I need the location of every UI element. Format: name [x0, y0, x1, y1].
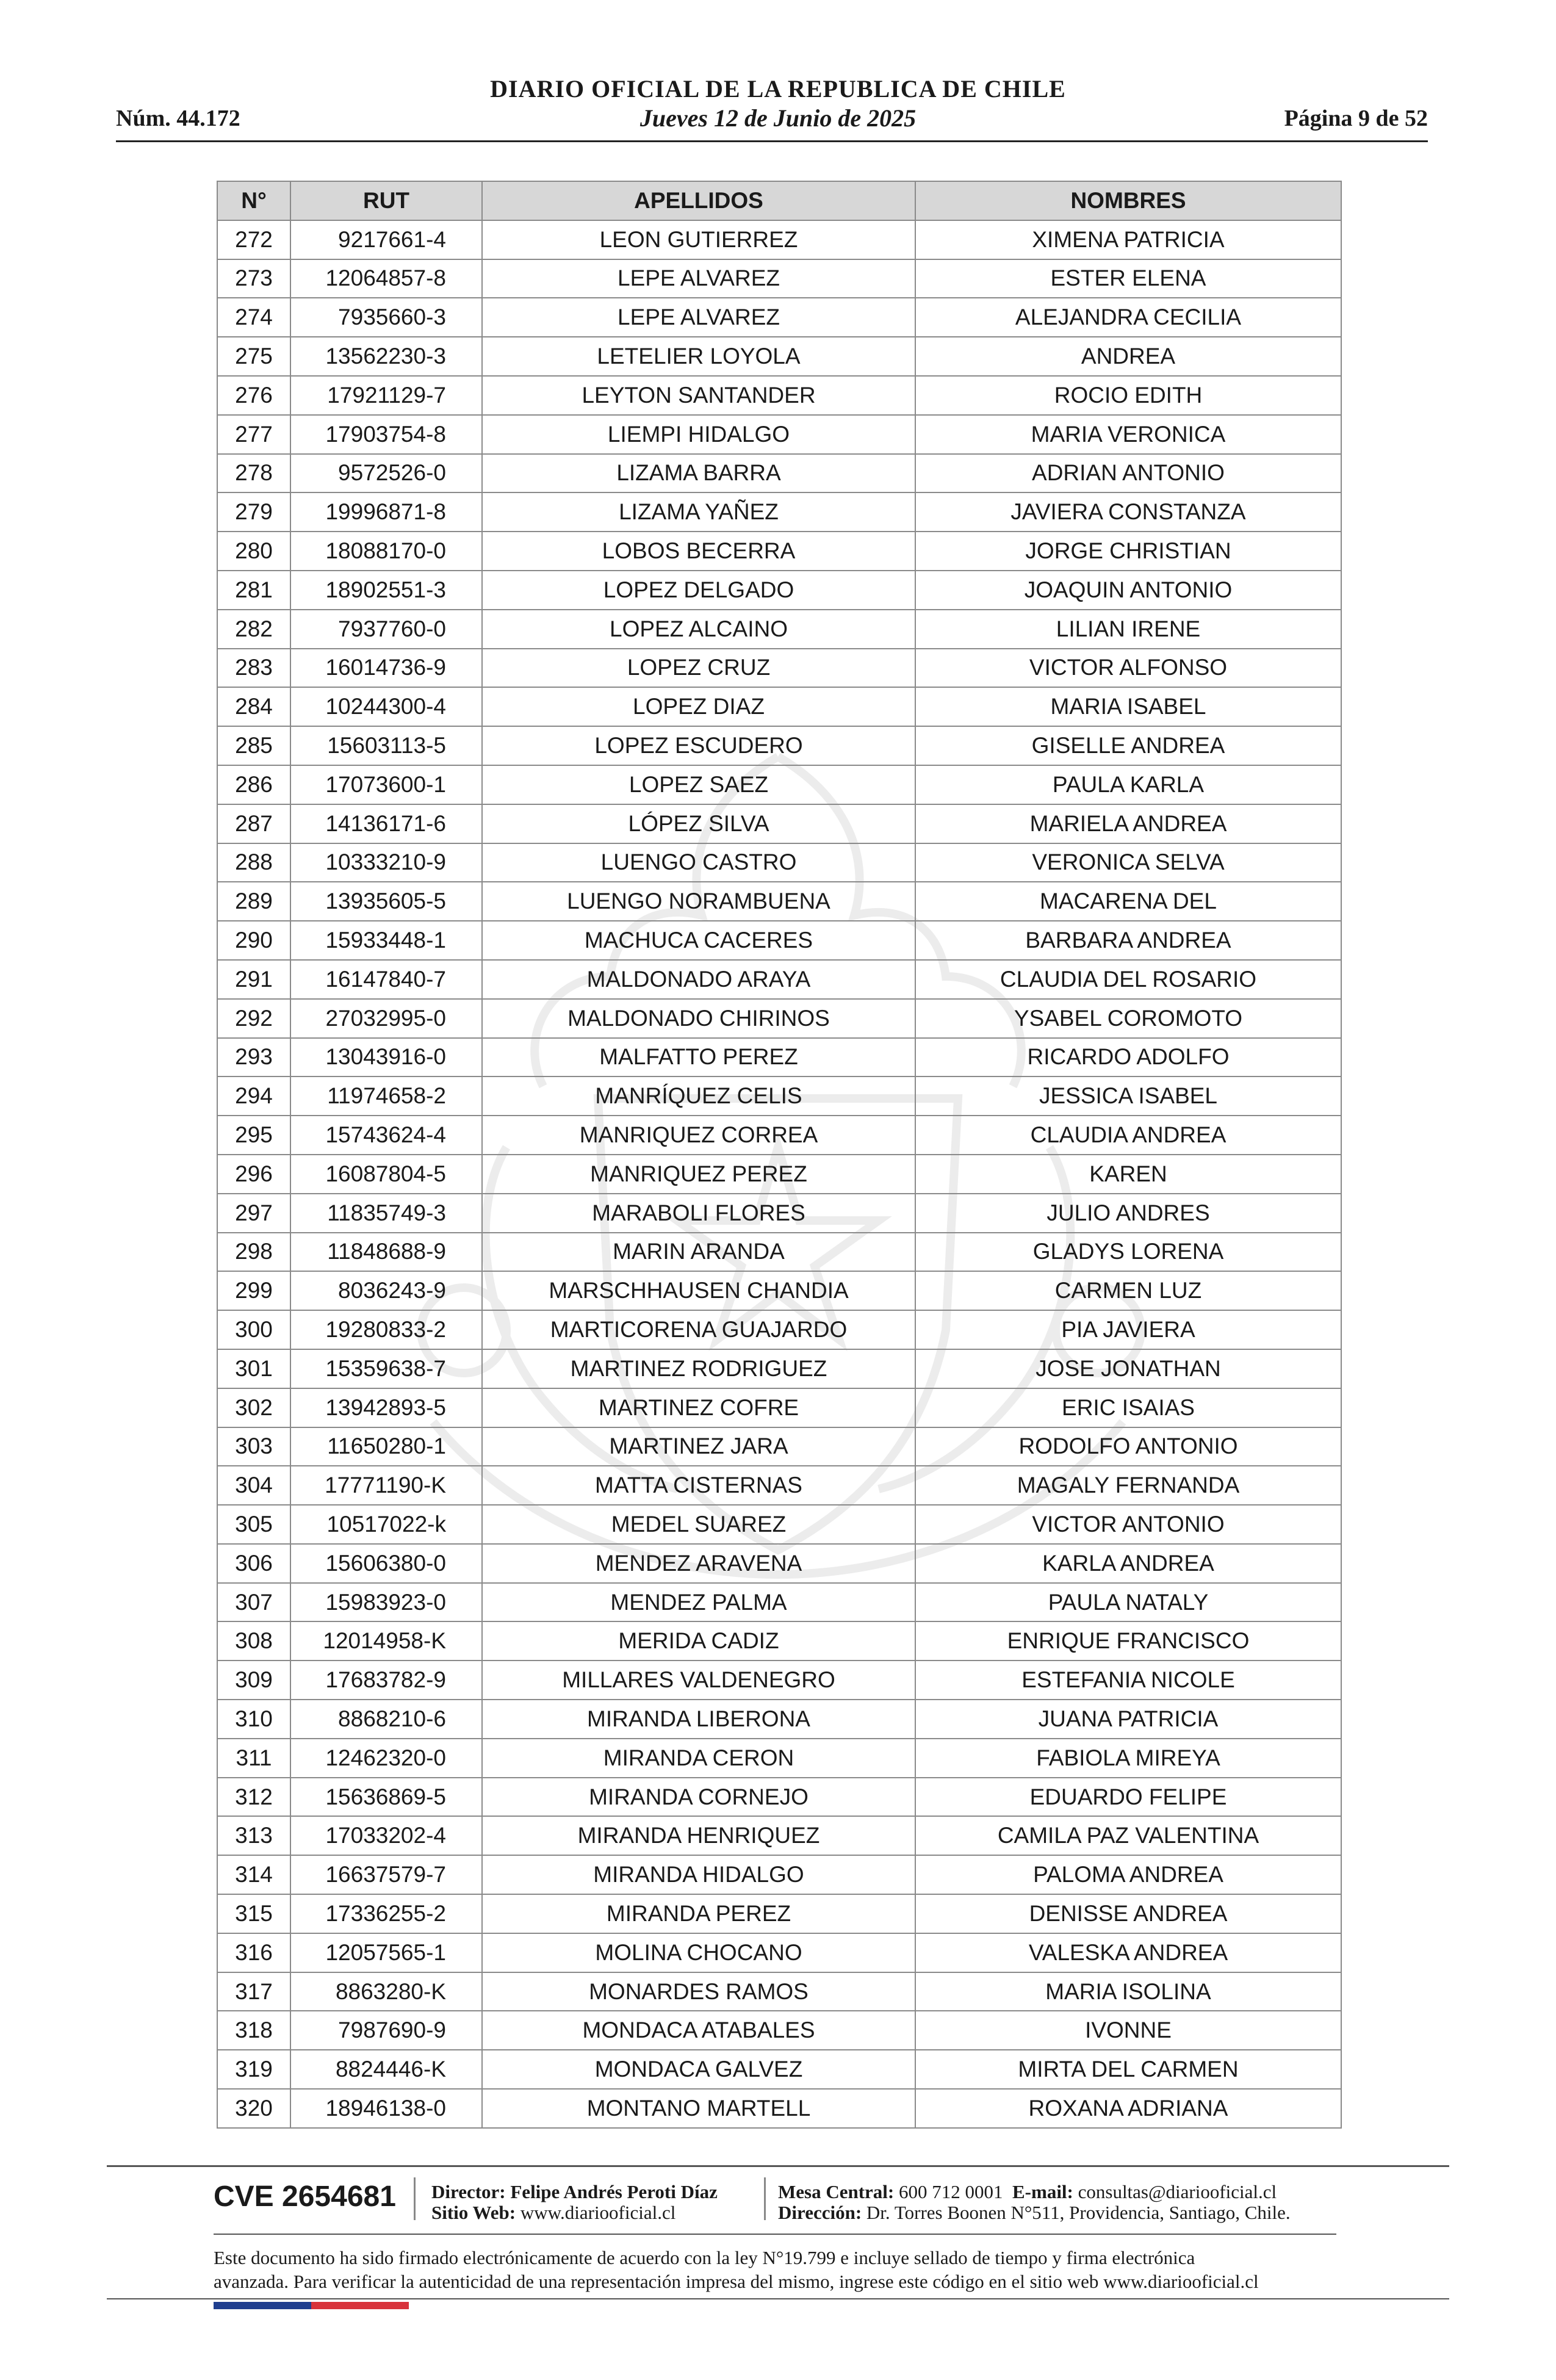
director-line — [431, 2181, 718, 2203]
table-row — [217, 2011, 1341, 2050]
cell-apellidos: MEDEL SUAREZ — [482, 1505, 915, 1544]
cell-rut: 11848688-9 — [290, 1233, 482, 1272]
cell-apellidos: MOLINA CHOCANO — [482, 1933, 915, 1972]
cell-number: 296 — [217, 1155, 290, 1194]
cell-apellidos: MARTINEZ COFRE — [482, 1388, 915, 1427]
table-body — [217, 220, 1341, 2128]
cell-apellidos: MARTINEZ JARA — [482, 1427, 915, 1466]
cell-number: 279 — [217, 492, 290, 532]
table-row — [217, 921, 1341, 960]
cell-apellidos: MARTINEZ RODRIGUEZ — [482, 1349, 915, 1388]
table-row — [217, 804, 1341, 843]
cell-nombres: ERIC ISAIAS — [915, 1388, 1341, 1427]
cell-apellidos: MARABOLI FLORES — [482, 1194, 915, 1233]
issue-number: Núm. 44.172 — [116, 106, 240, 131]
cell-apellidos: MIRANDA PEREZ — [482, 1894, 915, 1933]
cell-rut: 13942893-5 — [290, 1388, 482, 1427]
cell-number: 299 — [217, 1271, 290, 1310]
cell-nombres: MARIELA ANDREA — [915, 804, 1341, 843]
cell-rut: 16147840-7 — [290, 960, 482, 999]
cell-rut: 9217661-4 — [290, 220, 482, 259]
cell-apellidos: LOPEZ ESCUDERO — [482, 726, 915, 765]
cell-rut: 8868210-6 — [290, 1700, 482, 1739]
page-header — [0, 0, 1556, 146]
cell-number: 320 — [217, 2089, 290, 2128]
cell-nombres: RICARDO ADOLFO — [915, 1038, 1341, 1077]
cell-number: 313 — [217, 1816, 290, 1855]
cell-rut: 16637579-7 — [290, 1855, 482, 1894]
table-row — [217, 610, 1341, 649]
cell-apellidos: LEYTON SANTANDER — [482, 376, 915, 415]
cell-apellidos: MENDEZ ARAVENA — [482, 1544, 915, 1583]
cell-number: 319 — [217, 2050, 290, 2089]
registry-table — [217, 181, 1342, 2129]
table-row — [217, 337, 1341, 376]
cell-number: 288 — [217, 843, 290, 882]
cell-nombres: IVONNE — [915, 2011, 1341, 2050]
table-row — [217, 492, 1341, 532]
table-row — [217, 1466, 1341, 1505]
table-row — [217, 1427, 1341, 1466]
cell-apellidos: MARIN ARANDA — [482, 1233, 915, 1272]
cell-number: 293 — [217, 1038, 290, 1077]
website-line — [431, 2202, 675, 2224]
table-row — [217, 298, 1341, 337]
cell-number: 286 — [217, 765, 290, 804]
cell-rut: 17683782-9 — [290, 1661, 482, 1700]
cell-nombres: LILIAN IRENE — [915, 610, 1341, 649]
table-row — [217, 1505, 1341, 1544]
cell-rut: 7987690-9 — [290, 2011, 482, 2050]
cell-number: 280 — [217, 532, 290, 571]
cell-nombres: JAVIERA CONSTANZA — [915, 492, 1341, 532]
cell-apellidos: MANRIQUEZ CORREA — [482, 1116, 915, 1155]
cell-rut: 8036243-9 — [290, 1271, 482, 1310]
cell-rut: 17903754-8 — [290, 415, 482, 454]
table-row — [217, 1388, 1341, 1427]
cell-number: 276 — [217, 376, 290, 415]
cell-rut: 12462320-0 — [290, 1739, 482, 1778]
cell-number: 289 — [217, 882, 290, 921]
table-row — [217, 454, 1341, 493]
table-row — [217, 726, 1341, 765]
cell-nombres: XIMENA PATRICIA — [915, 220, 1341, 259]
cell-apellidos: MIRANDA CORNEJO — [482, 1778, 915, 1817]
cell-number: 314 — [217, 1855, 290, 1894]
cell-number: 274 — [217, 298, 290, 337]
table-row — [217, 1700, 1341, 1739]
cell-nombres: PALOMA ANDREA — [915, 1855, 1341, 1894]
cell-nombres: ESTER ELENA — [915, 259, 1341, 298]
table-row — [217, 1544, 1341, 1583]
table-row — [217, 571, 1341, 610]
cell-nombres: ENRIQUE FRANCISCO — [915, 1621, 1341, 1661]
cell-rut: 11650280-1 — [290, 1427, 482, 1466]
cell-rut: 16087804-5 — [290, 1155, 482, 1194]
legal-notice-line: Este documento ha sido firmado electrónicamente de acuerdo con la ley N°19.799 e incluye sellado de tiempo y firma electrónica — [214, 2247, 1195, 2268]
table-header-row — [217, 181, 1341, 220]
cell-nombres: KARLA ANDREA — [915, 1544, 1341, 1583]
table-row — [217, 220, 1341, 259]
address-label: Dirección: — [778, 2202, 862, 2223]
cell-apellidos: LIZAMA YAÑEZ — [482, 492, 915, 532]
cell-number: 294 — [217, 1076, 290, 1116]
cell-apellidos: MONDACA ATABALES — [482, 2011, 915, 2050]
table-row — [217, 1155, 1341, 1194]
cve-code: CVE 2654681 — [214, 2180, 396, 2213]
contact-line — [778, 2181, 1277, 2203]
cell-rut: 17073600-1 — [290, 765, 482, 804]
cell-nombres: EDUARDO FELIPE — [915, 1778, 1341, 1817]
cell-number: 278 — [217, 454, 290, 493]
cell-nombres: CARMEN LUZ — [915, 1271, 1341, 1310]
cell-number: 275 — [217, 337, 290, 376]
cell-apellidos: LEON GUTIERREZ — [482, 220, 915, 259]
cell-nombres: JOSE JONATHAN — [915, 1349, 1341, 1388]
cell-number: 291 — [217, 960, 290, 999]
cell-rut: 16014736-9 — [290, 649, 482, 688]
cell-apellidos: MATTA CISTERNAS — [482, 1466, 915, 1505]
cell-number: 292 — [217, 999, 290, 1038]
table-row — [217, 1816, 1341, 1855]
director-label: Director: — [431, 2181, 506, 2202]
cell-apellidos: MIRANDA HENRIQUEZ — [482, 1816, 915, 1855]
cell-apellidos: LUENGO NORAMBUENA — [482, 882, 915, 921]
table-row — [217, 649, 1341, 688]
cell-rut: 15933448-1 — [290, 921, 482, 960]
cell-apellidos: MENDEZ PALMA — [482, 1583, 915, 1622]
cell-number: 282 — [217, 610, 290, 649]
cell-nombres: BARBARA ANDREA — [915, 921, 1341, 960]
cell-rut: 17921129-7 — [290, 376, 482, 415]
footer-divider — [107, 2165, 1449, 2167]
cell-apellidos: LOPEZ ALCAINO — [482, 610, 915, 649]
table-row — [217, 1194, 1341, 1233]
table-row — [217, 1233, 1341, 1272]
director-name: Felipe Andrés Peroti Díaz — [510, 2181, 718, 2202]
cell-apellidos: MACHUCA CACERES — [482, 921, 915, 960]
cell-number: 285 — [217, 726, 290, 765]
cell-apellidos: MONARDES RAMOS — [482, 1972, 915, 2011]
publication-date: Jueves 12 de Junio de 2025 — [639, 104, 917, 132]
table-row — [217, 1933, 1341, 1972]
mesa-label: Mesa Central: — [778, 2181, 895, 2202]
cell-rut: 10244300-4 — [290, 687, 482, 726]
footer-divider — [107, 2298, 1449, 2299]
column-header-rut: RUT — [290, 181, 482, 220]
cell-rut: 13562230-3 — [290, 337, 482, 376]
cell-number: 310 — [217, 1700, 290, 1739]
cell-number: 315 — [217, 1894, 290, 1933]
column-header-number: N° — [217, 181, 290, 220]
cell-number: 318 — [217, 2011, 290, 2050]
website-link[interactable]: www.diariooficial.cl — [520, 2202, 676, 2223]
cell-nombres: MAGALY FERNANDA — [915, 1466, 1341, 1505]
table-row — [217, 1621, 1341, 1661]
cell-number: 281 — [217, 571, 290, 610]
cell-apellidos: LIEMPI HIDALGO — [482, 415, 915, 454]
cell-nombres: CLAUDIA ANDREA — [915, 1116, 1341, 1155]
cell-nombres: PAULA KARLA — [915, 765, 1341, 804]
cell-apellidos: MALDONADO ARAYA — [482, 960, 915, 999]
cell-number: 306 — [217, 1544, 290, 1583]
cell-number: 316 — [217, 1933, 290, 1972]
cell-nombres: CLAUDIA DEL ROSARIO — [915, 960, 1341, 999]
cell-rut: 14136171-6 — [290, 804, 482, 843]
cell-rut: 15603113-5 — [290, 726, 482, 765]
cell-apellidos: LOBOS BECERRA — [482, 532, 915, 571]
cell-apellidos: MIRANDA LIBERONA — [482, 1700, 915, 1739]
cell-rut: 8863280-K — [290, 1972, 482, 2011]
table-row — [217, 259, 1341, 298]
cell-nombres: ANDREA — [915, 337, 1341, 376]
cell-number: 317 — [217, 1972, 290, 2011]
table-row — [217, 687, 1341, 726]
cell-rut: 15606380-0 — [290, 1544, 482, 1583]
cell-number: 302 — [217, 1388, 290, 1427]
cell-number: 305 — [217, 1505, 290, 1544]
cell-rut: 7935660-3 — [290, 298, 482, 337]
cell-nombres: PAULA NATALY — [915, 1583, 1341, 1622]
cell-apellidos: MALDONADO CHIRINOS — [482, 999, 915, 1038]
cell-apellidos: LOPEZ DIAZ — [482, 687, 915, 726]
table-row — [217, 2089, 1341, 2128]
cell-nombres: MARIA ISOLINA — [915, 1972, 1341, 2011]
column-header-nombres: NOMBRES — [915, 181, 1341, 220]
footer-separator — [764, 2177, 766, 2220]
cell-number: 272 — [217, 220, 290, 259]
cell-number: 290 — [217, 921, 290, 960]
cell-apellidos: LEPE ALVAREZ — [482, 298, 915, 337]
cell-nombres: ESTEFANIA NICOLE — [915, 1661, 1341, 1700]
cell-number: 303 — [217, 1427, 290, 1466]
cell-apellidos: LEPE ALVAREZ — [482, 259, 915, 298]
cell-apellidos: LOPEZ CRUZ — [482, 649, 915, 688]
cell-rut: 12057565-1 — [290, 1933, 482, 1972]
cell-apellidos: LIZAMA BARRA — [482, 454, 915, 493]
cell-nombres: JOAQUIN ANTONIO — [915, 571, 1341, 610]
table-row — [217, 999, 1341, 1038]
cell-rut: 19996871-8 — [290, 492, 482, 532]
footer-divider — [214, 2234, 1336, 2235]
table-row — [217, 1894, 1341, 1933]
table-row — [217, 415, 1341, 454]
cell-apellidos: MIRANDA HIDALGO — [482, 1855, 915, 1894]
cell-nombres: JORGE CHRISTIAN — [915, 532, 1341, 571]
table-row — [217, 1972, 1341, 2011]
cell-nombres: PIA JAVIERA — [915, 1310, 1341, 1349]
cell-nombres: DENISSE ANDREA — [915, 1894, 1341, 1933]
cell-nombres: ROCIO EDITH — [915, 376, 1341, 415]
table-row — [217, 765, 1341, 804]
cell-nombres: VERONICA SELVA — [915, 843, 1341, 882]
cell-nombres: JUANA PATRICIA — [915, 1700, 1341, 1739]
table-row — [217, 532, 1341, 571]
cell-number: 297 — [217, 1194, 290, 1233]
cell-apellidos: MILLARES VALDENEGRO — [482, 1661, 915, 1700]
cell-rut: 12014958-K — [290, 1621, 482, 1661]
cell-rut: 12064857-8 — [290, 259, 482, 298]
footer-separator — [414, 2177, 416, 2220]
cell-number: 304 — [217, 1466, 290, 1505]
cell-nombres: KAREN — [915, 1155, 1341, 1194]
cell-apellidos: MALFATTO PEREZ — [482, 1038, 915, 1077]
cell-apellidos: LOPEZ DELGADO — [482, 571, 915, 610]
cell-rut: 15359638-7 — [290, 1349, 482, 1388]
cell-number: 273 — [217, 259, 290, 298]
cell-number: 311 — [217, 1739, 290, 1778]
cell-rut: 15983923-0 — [290, 1583, 482, 1622]
cell-nombres: GLADYS LORENA — [915, 1233, 1341, 1272]
cell-nombres: GISELLE ANDREA — [915, 726, 1341, 765]
publication-title: DIARIO OFICIAL DE LA REPUBLICA DE CHILE — [490, 75, 1066, 103]
table-row — [217, 1349, 1341, 1388]
mesa-phone: 600 712 0001 — [899, 2181, 1003, 2202]
cell-apellidos: MANRIQUEZ PEREZ — [482, 1155, 915, 1194]
email-link[interactable]: consultas@diariooficial.cl — [1078, 2181, 1277, 2202]
cell-apellidos: LETELIER LOYOLA — [482, 337, 915, 376]
cell-apellidos: MARSCHHAUSEN CHANDIA — [482, 1271, 915, 1310]
table-row — [217, 1076, 1341, 1116]
cell-nombres: MIRTA DEL CARMEN — [915, 2050, 1341, 2089]
cell-rut: 10333210-9 — [290, 843, 482, 882]
cell-nombres: ALEJANDRA CECILIA — [915, 298, 1341, 337]
cell-nombres: YSABEL COROMOTO — [915, 999, 1341, 1038]
cell-number: 283 — [217, 649, 290, 688]
cell-apellidos: MONDACA GALVEZ — [482, 2050, 915, 2089]
table-row — [217, 960, 1341, 999]
column-header-apellidos: APELLIDOS — [482, 181, 915, 220]
cell-apellidos: LÓPEZ SILVA — [482, 804, 915, 843]
cell-number: 308 — [217, 1621, 290, 1661]
cell-rut: 11974658-2 — [290, 1076, 482, 1116]
table-row — [217, 376, 1341, 415]
table-row — [217, 1739, 1341, 1778]
cell-number: 298 — [217, 1233, 290, 1272]
cell-nombres: CAMILA PAZ VALENTINA — [915, 1816, 1341, 1855]
flag-stripe-blue — [214, 2302, 311, 2309]
cell-nombres: MARIA ISABEL — [915, 687, 1341, 726]
table-row — [217, 882, 1341, 921]
cell-number: 295 — [217, 1116, 290, 1155]
cell-apellidos: LUENGO CASTRO — [482, 843, 915, 882]
cell-number: 307 — [217, 1583, 290, 1622]
cell-rut: 15636869-5 — [290, 1778, 482, 1817]
cell-rut: 27032995-0 — [290, 999, 482, 1038]
cell-rut: 11835749-3 — [290, 1194, 482, 1233]
cell-nombres: JULIO ANDRES — [915, 1194, 1341, 1233]
cell-number: 312 — [217, 1778, 290, 1817]
cell-nombres: MACARENA DEL — [915, 882, 1341, 921]
cell-apellidos: MERIDA CADIZ — [482, 1621, 915, 1661]
cell-apellidos: MANRÍQUEZ CELIS — [482, 1076, 915, 1116]
cell-number: 301 — [217, 1349, 290, 1388]
cell-nombres: MARIA VERONICA — [915, 415, 1341, 454]
cell-nombres: VICTOR ANTONIO — [915, 1505, 1341, 1544]
cell-apellidos: MIRANDA CERON — [482, 1739, 915, 1778]
cell-rut: 18902551-3 — [290, 571, 482, 610]
cell-number: 309 — [217, 1661, 290, 1700]
cell-rut: 17771190-K — [290, 1466, 482, 1505]
table-row — [217, 843, 1341, 882]
cell-nombres: ROXANA ADRIANA — [915, 2089, 1341, 2128]
cell-rut: 17033202-4 — [290, 1816, 482, 1855]
cell-nombres: JESSICA ISABEL — [915, 1076, 1341, 1116]
table-row — [217, 1271, 1341, 1310]
table-row — [217, 1661, 1341, 1700]
address-line — [778, 2202, 1291, 2224]
cell-rut: 13935605-5 — [290, 882, 482, 921]
cell-number: 287 — [217, 804, 290, 843]
legal-notice-line: avanzada. Para verificar la autenticidad de una representación impresa del mismo, ingrese este código en el sitio web www.diariooficial.cl — [214, 2271, 1259, 2292]
table-row — [217, 1116, 1341, 1155]
website-label: Sitio Web: — [431, 2202, 516, 2223]
cell-nombres: VALESKA ANDREA — [915, 1933, 1341, 1972]
cell-rut: 8824446-K — [290, 2050, 482, 2089]
cell-rut: 18946138-0 — [290, 2089, 482, 2128]
table-row — [217, 1038, 1341, 1077]
cell-nombres: FABIOLA MIREYA — [915, 1739, 1341, 1778]
cell-nombres: VICTOR ALFONSO — [915, 649, 1341, 688]
cell-nombres: ADRIAN ANTONIO — [915, 454, 1341, 493]
cell-rut: 7937760-0 — [290, 610, 482, 649]
cell-rut: 19280833-2 — [290, 1310, 482, 1349]
cell-rut: 18088170-0 — [290, 532, 482, 571]
table-row — [217, 1778, 1341, 1817]
cell-apellidos: LOPEZ SAEZ — [482, 765, 915, 804]
flag-stripe-red — [311, 2302, 409, 2309]
cell-nombres: RODOLFO ANTONIO — [915, 1427, 1341, 1466]
email-label: E-mail: — [1012, 2181, 1073, 2202]
cell-apellidos: MONTANO MARTELL — [482, 2089, 915, 2128]
legal-notice — [214, 2246, 1342, 2293]
header-divider — [116, 140, 1428, 142]
table-row — [217, 1310, 1341, 1349]
cell-rut: 17336255-2 — [290, 1894, 482, 1933]
cell-apellidos: MARTICORENA GUAJARDO — [482, 1310, 915, 1349]
cell-number: 300 — [217, 1310, 290, 1349]
table-row — [217, 2050, 1341, 2089]
cell-rut: 13043916-0 — [290, 1038, 482, 1077]
cell-rut: 10517022-k — [290, 1505, 482, 1544]
cell-number: 277 — [217, 415, 290, 454]
table-row — [217, 1855, 1341, 1894]
table-row — [217, 1583, 1341, 1622]
cell-number: 284 — [217, 687, 290, 726]
cell-rut: 15743624-4 — [290, 1116, 482, 1155]
cell-rut: 9572526-0 — [290, 454, 482, 493]
address-value: Dr. Torres Boonen N°511, Providencia, Santiago, Chile. — [866, 2202, 1291, 2223]
page-indicator: Página 9 de 52 — [1284, 106, 1428, 131]
